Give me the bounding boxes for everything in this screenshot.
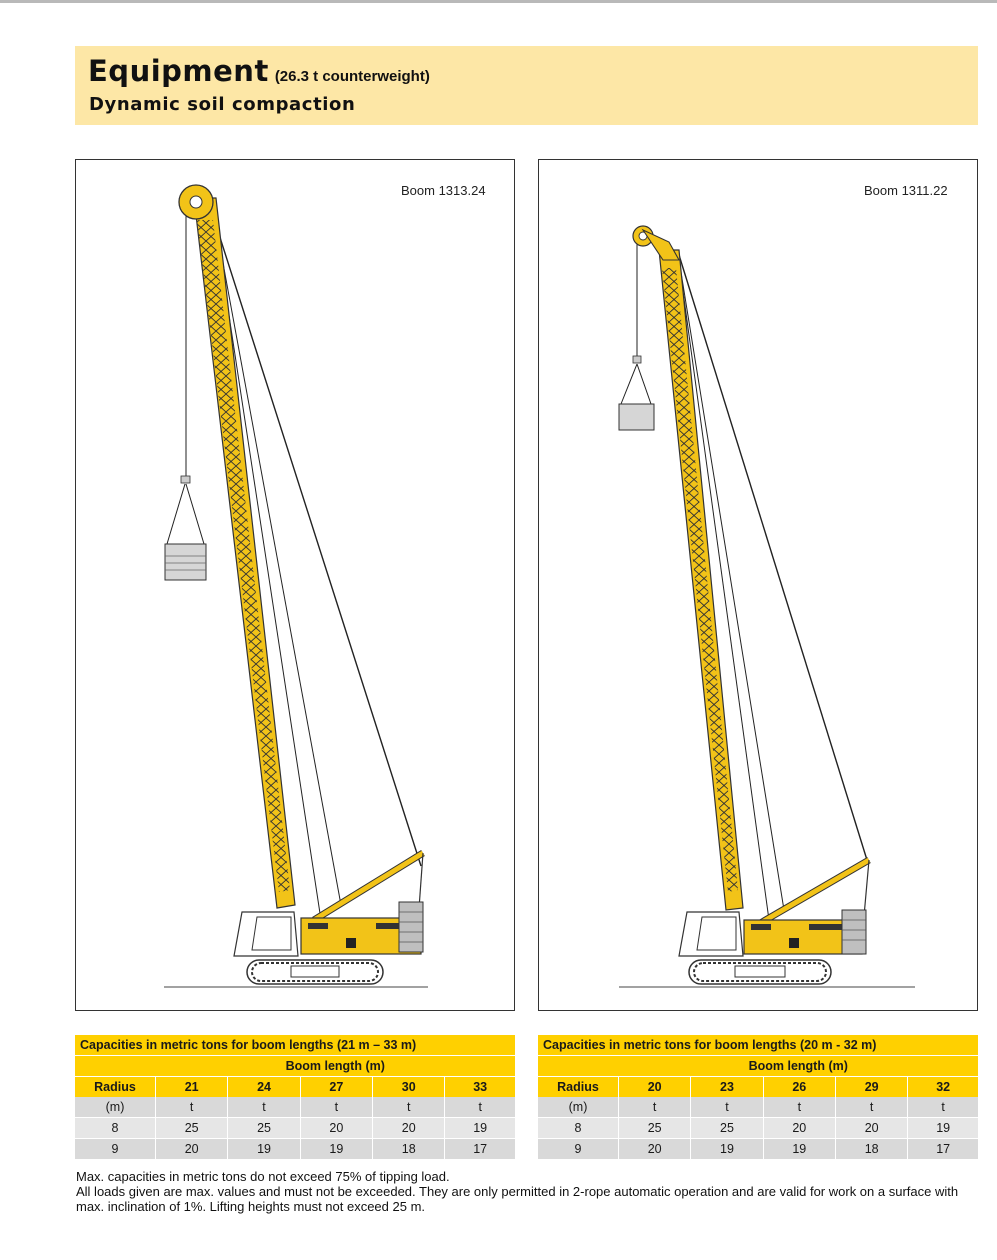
radius-unit: (m) [538,1097,619,1118]
unit-row [538,1097,978,1118]
capacity-cell: 25 [156,1118,228,1139]
radius-cell: 8 [75,1118,156,1139]
footnote-2: All loads given are max. values and must not be exceeded. They are only permitted in 2-rope automatic operation and are valid for work on a surface with max. inclination of 1%. Lifting heights must not exceed 25 m. [76,1184,959,1214]
unit-cell: t [300,1097,372,1118]
top-rule [0,0,997,3]
unit-cell: t [691,1097,763,1118]
section-header [75,46,978,125]
table-row [75,1118,515,1139]
table-title: Capacities in metric tons for boom lengths (20 m - 32 m) [538,1035,978,1056]
column-header-row [538,1077,978,1098]
column-header-row [75,1077,515,1098]
unit-cell: t [908,1097,978,1118]
column-header: 27 [300,1077,372,1098]
footnotes [76,1169,976,1214]
capacity-cell: 20 [373,1118,445,1139]
section-title: Equipment (26.3 t counterweight) [88,54,430,88]
boom-label-left: Boom 1313.24 [401,183,486,198]
capacity-cell: 25 [228,1118,300,1139]
boom-label-right: Boom 1311.22 [864,183,948,198]
capacity-table-left [75,1035,515,1160]
capacity-cell: 18 [835,1139,907,1160]
capacity-cell: 19 [228,1139,300,1160]
capacity-cell: 20 [835,1118,907,1139]
column-header: 33 [445,1077,515,1098]
counterweight-note: (26.3 t counterweight) [274,68,430,85]
capacity-cell: 20 [619,1139,691,1160]
column-header: 23 [691,1077,763,1098]
column-header: 24 [228,1077,300,1098]
capacity-cell: 19 [300,1139,372,1160]
table-title-row [75,1035,515,1056]
unit-cell: t [228,1097,300,1118]
radius-cell: 8 [538,1118,619,1139]
unit-cell: t [156,1097,228,1118]
radius-unit: (m) [75,1097,156,1118]
column-header: 20 [619,1077,691,1098]
table-row [75,1139,515,1160]
unit-cell: t [445,1097,515,1118]
unit-cell: t [619,1097,691,1118]
boom-length-header: Boom length (m) [619,1056,979,1077]
table-title-row [538,1035,978,1056]
capacity-cell: 19 [763,1139,835,1160]
table-row [538,1139,978,1160]
capacity-cell: 20 [156,1139,228,1160]
radius-header: Radius [538,1077,619,1098]
unit-cell: t [835,1097,907,1118]
crane-drawing-panel-left [75,159,515,1011]
capacity-cell: 25 [619,1118,691,1139]
section-subtitle: Dynamic soil compaction [89,94,356,115]
capacity-cell: 19 [445,1118,515,1139]
radius-cell: 9 [538,1139,619,1160]
column-header: 32 [908,1077,978,1098]
capacity-cell: 19 [908,1118,978,1139]
unit-cell: t [373,1097,445,1118]
capacity-cell: 20 [763,1118,835,1139]
column-header: 30 [373,1077,445,1098]
radius-cell: 9 [75,1139,156,1160]
footnote-1: Max. capacities in metric tons do not exceed 75% of tipping load. [76,1169,450,1184]
capacity-cell: 25 [691,1118,763,1139]
capacity-cell: 18 [373,1139,445,1160]
capacity-cell: 17 [908,1139,978,1160]
unit-cell: t [763,1097,835,1118]
table-title: Capacities in metric tons for boom lengths (21 m – 33 m) [75,1035,515,1056]
capacity-table-right [538,1035,978,1160]
crane-drawing-panel-right [538,159,978,1011]
unit-row [75,1097,515,1118]
column-header: 21 [156,1077,228,1098]
capacity-cell: 20 [300,1118,372,1139]
column-header: 26 [763,1077,835,1098]
capacity-cell: 17 [445,1139,515,1160]
radius-header: Radius [75,1077,156,1098]
table-row [538,1118,978,1139]
crane-illustration-left [76,160,514,1010]
capacity-cell: 19 [691,1139,763,1160]
boom-length-header: Boom length (m) [156,1056,516,1077]
crane-illustration-right [539,160,977,1010]
column-header: 29 [835,1077,907,1098]
